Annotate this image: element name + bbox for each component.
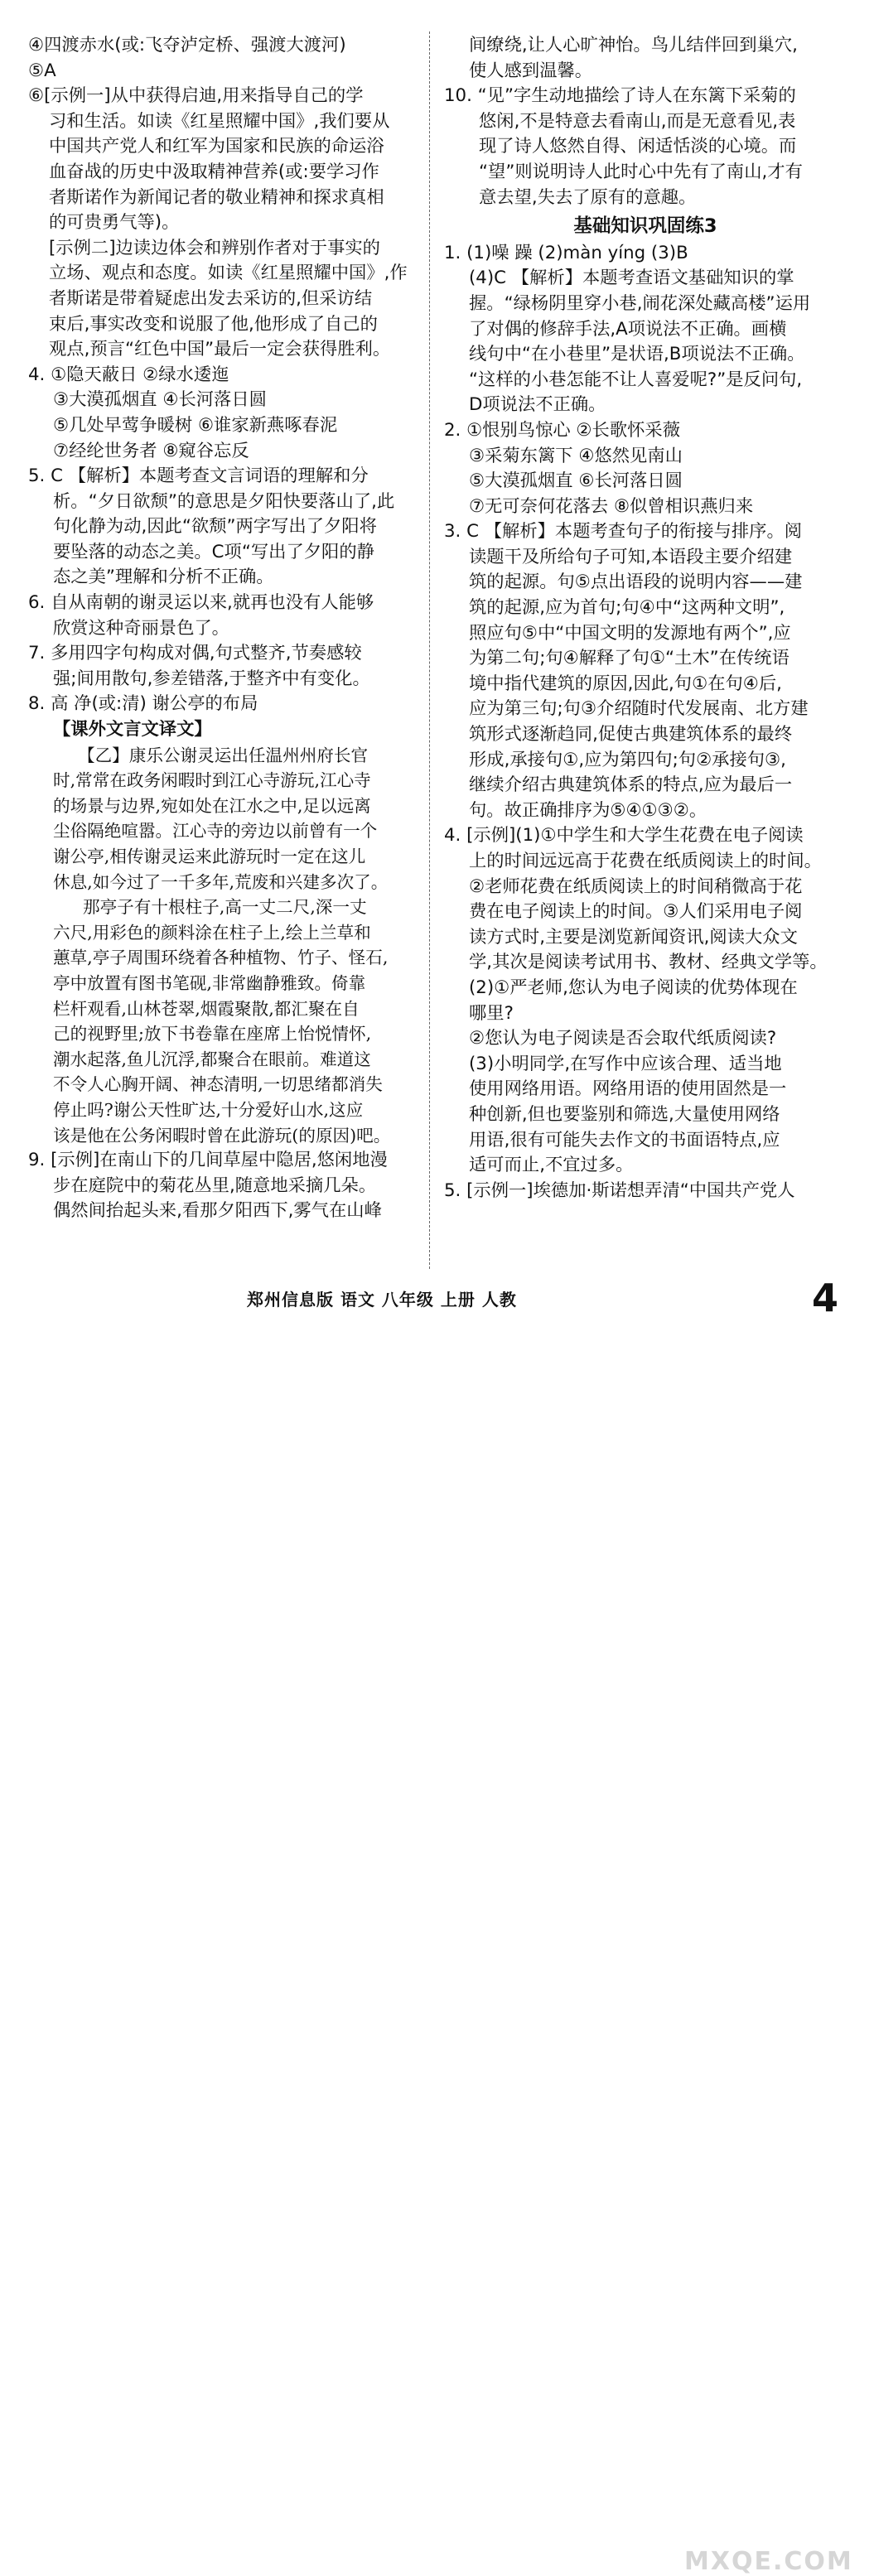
text-line: 不令人心胸开阔、神态清明,一切思绪都消失 — [53, 1074, 383, 1095]
text-line: 使用网络用语。网络用语的使用固然是一 — [469, 1078, 787, 1100]
text-line: ③采菊东篱下 ④悠然见南山 — [469, 445, 683, 466]
text-line: 2. ①恨别鸟惊心 ②长歌怀采薇 — [444, 419, 681, 441]
text-line: “这样的小巷怎能不让人喜爱呢?”是反问句, — [469, 369, 803, 390]
text-line: 4. [示例](1)①中学生和大学生花费在电子阅读 — [444, 825, 804, 847]
text-line: 10. “见”字生动地描绘了诗人在东篱下采菊的 — [444, 85, 796, 107]
text-line: 束后,事实改变和说服了他,他形成了自己的 — [49, 313, 378, 335]
text-line: 筑的起源,应为首句;句④中“这两种文明”, — [469, 597, 785, 619]
text-line: 的可贵勇气等)。 — [49, 212, 180, 234]
text-line: 8. 高 净(或:清) 谢公亭的布局 — [28, 693, 258, 715]
text-line: 偶然间抬起头来,看那夕阳西下,雾气在山峰 — [53, 1200, 382, 1222]
text-line: 要坠落的动态之美。C项“写出了夕阳的静 — [53, 541, 374, 562]
answer-block-q10 — [444, 84, 847, 210]
page-number: 4 — [812, 1276, 839, 1320]
text-line: 继续介绍古典建筑体系的特点,应为最后一 — [469, 774, 793, 796]
text-line: 间缭绕,让人心旷神怡。鸟儿结伴回到巢穴, — [469, 35, 798, 55]
text-line: 学,其次是阅读考试用书、教材、经典文学等。 — [469, 952, 828, 973]
text-line: 休息,如今过了一千多年,荒废和兴建多次了。 — [53, 871, 389, 892]
text-line: 悠闲,不是特意去看南山,而是无意看见,表 — [479, 110, 796, 132]
text-line: 者斯诺作为新闻记者的敬业精神和探求真相 — [49, 186, 384, 208]
text-line: ④四渡赤水(或:飞夺泸定桥、强渡大渡河) — [28, 35, 346, 55]
text-line: 线句中“在小巷里”是状语,B项说法不正确。 — [469, 344, 805, 365]
text-line: 使人感到温馨。 — [469, 60, 593, 81]
text-line: 读方式时,主要是浏览新闻资讯,阅读大众文 — [469, 926, 798, 948]
text-line: ⑦经纶世务者 ⑧窥谷忘反 — [53, 440, 249, 461]
footer-edition-text: 郑州信息版 语文 八年级 上册 人教 — [247, 1290, 517, 1310]
text-line: 中国共产党人和红军为国家和民族的命运浴 — [49, 136, 384, 157]
text-line: 血奋战的历史中汲取精神营养(或:要学习作 — [49, 161, 379, 182]
text-line: 5. [示例一]埃德加·斯诺想弄清“中国共产党人 — [444, 1179, 795, 1201]
text-line: 句化静为动,因此“欲颓”两字写出了夕阳将 — [53, 516, 377, 538]
text-line: 种创新,但也要鉴别和筛选,大量使用网络 — [469, 1103, 780, 1125]
text-line: 蕙草,亭子周围环绕着各种植物、竹子、怪石, — [53, 948, 389, 968]
text-line: 意去望,失去了原有的意趣。 — [479, 186, 697, 208]
left-column — [28, 33, 419, 1224]
text-line: ⑤大漠孤烟直 ⑥长河落日圆 — [469, 470, 683, 492]
text-line: 9. [示例]在南山下的几间草屋中隐居,悠闲地漫 — [28, 1150, 388, 1171]
text-line: 谢公亭,相传谢灵运来此游玩时一定在这儿 — [53, 847, 366, 866]
text-line: 照应句⑤中“中国文明的发源地有两个”,应 — [469, 622, 791, 644]
text-line: 上的时间远远高于花费在纸质阅读上的时间。 — [469, 851, 822, 871]
text-line: 立场、观点和态度。如读《红星照耀中国》,作 — [49, 263, 408, 284]
text-line: 6. 自从南朝的谢灵运以来,就再也没有人能够 — [28, 592, 374, 614]
answer-block-s3 — [444, 519, 847, 823]
text-line: 己的视野里;放下书卷靠在座席上怡悦情怀, — [53, 1024, 372, 1044]
text-line: 六尺,用彩色的颜料涂在柱子上,绘上兰草和 — [53, 922, 371, 943]
text-line: 3. C 【解析】本题考查句子的衔接与排序。阅 — [444, 521, 803, 543]
text-line: ③大漠孤烟直 ④长河落日圆 — [53, 389, 267, 411]
text-line: 观点,预言“红色中国”最后一定会获得胜利。 — [49, 339, 391, 360]
answer-block-q3-continued — [28, 33, 419, 363]
text-line: 习和生活。如读《红星照耀中国》,我们要从 — [49, 110, 390, 132]
text-line: 形成,承接句①,应为第四句;句②承接句③, — [469, 749, 786, 770]
text-line: 用语,很有可能失去作文的书面语特点,应 — [469, 1129, 780, 1151]
text-line: 潮水起落,鱼儿沉浮,都聚合在眼前。难道这 — [53, 1049, 371, 1069]
answer-block-q4 — [28, 363, 419, 464]
text-line: ⑤几处早莺争暖树 ⑥谁家新燕啄春泥 — [53, 414, 338, 436]
text-line: 费在电子阅读上的时间。③人们采用电子阅 — [469, 901, 803, 923]
text-line: ⑦无可奈何花落去 ⑧似曾相识燕归来 — [469, 495, 754, 517]
text-line: 尘俗隔绝喧嚣。江心寺的旁边以前曾有一个 — [53, 821, 378, 842]
text-line: (3)小明同学,在写作中应该合理、适当地 — [469, 1053, 782, 1074]
text-line: 者斯诺是带着疑虑出发去采访的,但采访结 — [49, 287, 373, 309]
text-line: 态之美”理解和分析不正确。 — [53, 567, 274, 588]
text-line: 境中指代建筑的原因,因此,句①在句④后, — [469, 673, 782, 694]
text-line: 筑的起源。句⑤点出语段的说明内容——建 — [469, 572, 803, 593]
answer-block-s5 — [444, 1179, 847, 1204]
answer-block-q7 — [28, 641, 419, 692]
text-line: 7. 多用四字句构成对偶,句式整齐,节奏感较 — [28, 643, 362, 664]
right-column — [444, 33, 847, 1204]
answer-block-q9 — [28, 1148, 419, 1224]
text-line: 筑形式逐渐趋同,促使古典建筑体系的最终 — [469, 724, 793, 745]
answer-block-s1 — [444, 241, 847, 418]
text-line: (4)C 【解析】本题考查语文基础知识的掌 — [469, 268, 794, 289]
text-line: 握。“绿杨阴里穿小巷,闹花深处藏高楼”运用 — [469, 292, 811, 314]
text-line: 读题干及所给句子可知,本语段主要介绍建 — [469, 546, 793, 567]
text-line: D项说法不正确。 — [469, 394, 606, 416]
text-line: 了对偶的修辞手法,A项说法不正确。画横 — [469, 318, 787, 340]
answer-block-q8 — [28, 692, 419, 742]
text-line: 停止吗?谢公天性旷达,十分爱好山水,这应 — [53, 1099, 364, 1120]
text-line: 该是他在公务闲暇时曾在此游玩(的原因)吧。 — [53, 1125, 391, 1146]
text-line: 为第二句;句④解释了句①“土木”在传统语 — [469, 648, 789, 669]
text-line: 哪里? — [469, 1002, 514, 1024]
classical-translation — [28, 743, 419, 1149]
text-line: 那亭子有十根柱子,高一丈二尺,深一丈 — [83, 897, 367, 918]
text-line: 现了诗人悠然自得、闲适恬淡的心境。而 — [479, 136, 797, 157]
text-line: 5. C 【解析】本题考查文言词语的理解和分 — [28, 466, 369, 487]
answer-block-q6 — [28, 591, 419, 641]
text-line: 欣赏这种奇丽景色了。 — [53, 617, 229, 639]
text-line: 栏杆观看,山林苍翠,烟霞聚散,都汇聚在自 — [53, 998, 360, 1019]
text-line: 4. ①隐天蔽日 ②绿水逶迤 — [28, 364, 229, 385]
text-line: 析。“夕日欲颓”的意思是夕阳快要落山了,此 — [53, 490, 395, 512]
text-line: 适可而止,不宜过多。 — [469, 1155, 634, 1176]
text-line: 时,常常在政务闲暇时到江心寺游玩,江心寺 — [53, 770, 371, 791]
text-line: 1. (1)噪 躁 (2)màn yíng (3)B — [444, 242, 688, 263]
answer-block-s2 — [444, 418, 847, 519]
text-line: ②老师花费在纸质阅读上的时间稍微高于花 — [469, 876, 803, 897]
text-line: ⑥[示例一]从中获得启迪,用来指导自己的学 — [28, 85, 364, 107]
text-line: 步在庭院中的菊花丛里,随意地采摘几朵。 — [53, 1175, 377, 1196]
text-line: 亭中放置有图书笔砚,非常幽静雅致。倚靠 — [53, 972, 366, 993]
text-line: 应为第三句;句③介绍随时代发展南、北方建 — [469, 698, 809, 720]
translation-heading: 【课外文言文译文】 — [53, 719, 212, 740]
text-line: “望”则说明诗人此时心中先有了南山,才有 — [479, 161, 803, 182]
answer-block-s4 — [444, 823, 847, 1178]
text-line: 【乙】康乐公谢灵运出任温州州府长官 — [78, 745, 369, 765]
text-line: ②您认为电子阅读是否会取代纸质阅读? — [469, 1028, 777, 1049]
section-title: 基础知识巩固练3 — [573, 215, 717, 238]
text-line: [示例二]边读边体会和辨别作者对于事实的 — [49, 237, 380, 258]
answer-block-q5 — [28, 464, 419, 591]
text-line: 的场景与边界,宛如处在江水之中,足以远离 — [53, 795, 371, 816]
column-divider — [429, 31, 430, 1269]
text-line: 强;间用散句,参差错落,于整齐中有变化。 — [53, 668, 370, 689]
watermark: MXQE.COM — [684, 2547, 853, 2576]
text-line: ⑤A — [28, 60, 56, 81]
text-line: (2)①严老师,您认为电子阅读的优势体现在 — [469, 977, 798, 998]
page-footer — [0, 1276, 874, 2576]
answer-block-q9-continued — [444, 33, 847, 84]
text-line: 句。故正确排序为⑤④①③②。 — [469, 799, 707, 821]
